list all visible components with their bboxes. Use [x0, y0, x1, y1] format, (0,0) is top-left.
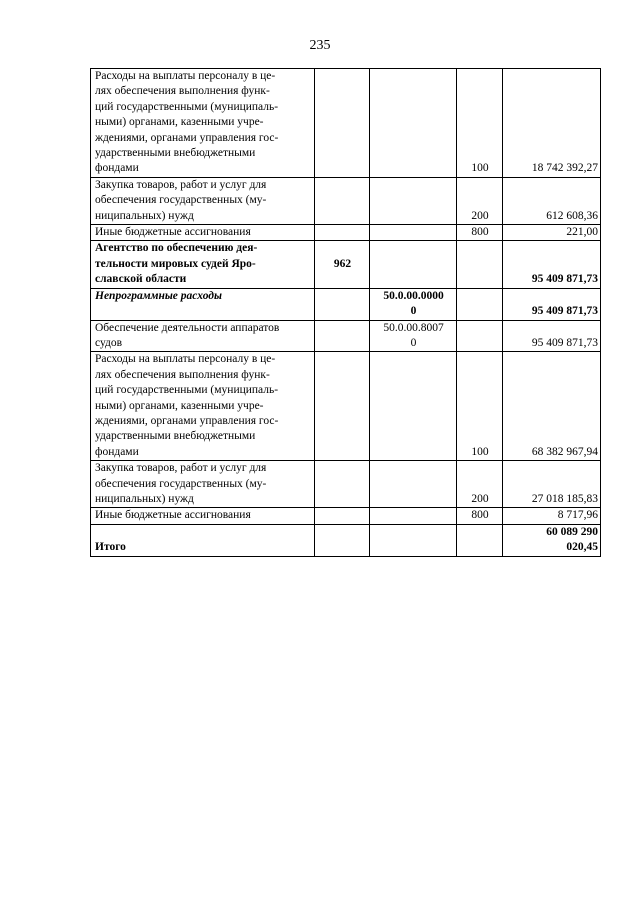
- row-name-cell: [91, 241, 315, 288]
- dept-code-cell: [315, 177, 370, 224]
- amount-cell-line: 612 608,36: [546, 209, 598, 222]
- row-name-cell: [91, 69, 315, 178]
- table-row: [91, 225, 601, 241]
- table-row: [91, 320, 601, 352]
- amount-cell-line: 60 089 290: [546, 525, 598, 538]
- target-article-cell: [370, 241, 457, 288]
- amount-cell: [503, 508, 601, 524]
- row-name-cell-line: Закупка товаров, работ и услуг для: [95, 178, 267, 191]
- dept-code-cell: [315, 225, 370, 241]
- target-article-cell-line: 50.0.00.8007: [383, 321, 444, 334]
- row-name-cell-line: ждениями, органами управления гос-: [95, 414, 279, 427]
- row-name-cell-line: обеспечения государственных (му-: [95, 477, 267, 490]
- row-name-cell: [91, 225, 315, 241]
- amount-cell-line: 8 717,96: [557, 509, 598, 522]
- row-name-cell-line: Непрограммные расходы: [95, 289, 222, 302]
- target-article-cell-line: 0: [410, 305, 417, 318]
- expense-type-cell: [457, 241, 503, 288]
- amount-cell-line: 95 409 871,73: [531, 273, 598, 286]
- expense-type-cell: 200: [457, 461, 503, 508]
- target-article-cell: [370, 524, 457, 556]
- row-name-cell-line: ударственными внебюджетными: [95, 147, 256, 160]
- amount-cell-line: 221,00: [566, 226, 598, 239]
- budget-table-body: [91, 69, 601, 557]
- target-article-cell: [370, 352, 457, 461]
- row-name-cell-line: Закупка товаров, работ и услуг для: [95, 462, 267, 475]
- table-row: [91, 288, 601, 320]
- row-name-cell-line: ниципальных) нужд: [95, 209, 194, 222]
- table-row: [91, 69, 601, 178]
- row-name-cell: [91, 320, 315, 352]
- row-name-cell-line: фондами: [95, 162, 139, 175]
- dept-code-cell: [315, 508, 370, 524]
- target-article-cell: [370, 288, 457, 320]
- table-row: [91, 461, 601, 508]
- amount-cell-line: 020,45: [566, 541, 598, 554]
- row-name-cell-line: Расходы на выплаты персоналу в це-: [95, 353, 276, 366]
- expense-type-cell: 100: [457, 352, 503, 461]
- target-article-cell-line: 0: [410, 336, 417, 349]
- row-name-cell-line: судов: [95, 336, 123, 349]
- dept-code-cell: [315, 352, 370, 461]
- row-name-cell-line: ций государственными (муниципаль-: [95, 100, 279, 113]
- row-name-cell: [91, 524, 315, 556]
- row-name-cell-line: ждениями, органами управления гос-: [95, 131, 279, 144]
- row-name-cell-line: лях обеспечения выполнения функ-: [95, 85, 270, 98]
- amount-cell: [503, 241, 601, 288]
- expense-type-cell: 800: [457, 508, 503, 524]
- row-name-cell-line: Итого: [95, 541, 126, 554]
- target-article-cell: [370, 177, 457, 224]
- dept-code-cell: [315, 288, 370, 320]
- expense-type-cell: [457, 288, 503, 320]
- amount-cell-line: 95 409 871,73: [531, 305, 598, 318]
- row-name-cell-line: Иные бюджетные ассигнования: [95, 509, 251, 522]
- row-name-cell-line: ными) органами, казенными учре-: [95, 116, 264, 129]
- expense-type-cell: 200: [457, 177, 503, 224]
- table-row: [91, 241, 601, 288]
- amount-cell: [503, 69, 601, 178]
- expense-type-cell: [457, 524, 503, 556]
- expense-type-cell: 800: [457, 225, 503, 241]
- row-name-cell: [91, 508, 315, 524]
- dept-code-cell: [315, 524, 370, 556]
- amount-cell: [503, 461, 601, 508]
- amount-cell: [503, 352, 601, 461]
- amount-cell-line: 68 382 967,94: [531, 445, 598, 458]
- amount-cell: [503, 288, 601, 320]
- amount-cell: [503, 225, 601, 241]
- row-name-cell-line: Иные бюджетные ассигнования: [95, 226, 251, 239]
- total-row: [91, 524, 601, 556]
- row-name-cell-line: Обеспечение деятельности аппаратов: [95, 321, 280, 334]
- target-article-cell: [370, 461, 457, 508]
- dept-code-cell: [315, 69, 370, 178]
- row-name-cell-line: Агентство по обеспечению дея-: [95, 242, 258, 255]
- table-row: [91, 508, 601, 524]
- row-name-cell-line: лях обеспечения выполнения функ-: [95, 368, 270, 381]
- row-name-cell-line: ниципальных) нужд: [95, 492, 194, 505]
- dept-code-cell: [315, 461, 370, 508]
- dept-code-cell: [315, 320, 370, 352]
- target-article-cell: [370, 69, 457, 178]
- row-name-cell-line: Расходы на выплаты персоналу в це-: [95, 70, 276, 82]
- target-article-cell: [370, 320, 457, 352]
- amount-cell: [503, 524, 601, 556]
- row-name-cell-line: ударственными внебюджетными: [95, 430, 256, 443]
- amount-cell-line: 95 409 871,73: [531, 336, 598, 349]
- amount-cell-line: 27 018 185,83: [531, 492, 598, 505]
- amount-cell: [503, 177, 601, 224]
- row-name-cell-line: тельности мировых судей Яро-: [95, 257, 256, 270]
- target-article-cell: [370, 225, 457, 241]
- row-name-cell: [91, 352, 315, 461]
- expense-type-cell: [457, 320, 503, 352]
- page-number: 235: [309, 38, 331, 53]
- row-name-cell-line: ными) органами, казенными учре-: [95, 399, 264, 412]
- row-name-cell-line: ций государственными (муниципаль-: [95, 384, 279, 397]
- table-row: [91, 177, 601, 224]
- table-row: [91, 352, 601, 461]
- amount-cell-line: 18 742 392,27: [531, 162, 598, 175]
- dept-code-cell: 962: [315, 241, 370, 288]
- target-article-cell: [370, 508, 457, 524]
- row-name-cell: [91, 461, 315, 508]
- row-name-cell-line: фондами: [95, 445, 139, 458]
- row-name-cell: [91, 177, 315, 224]
- expense-type-cell: 100: [457, 69, 503, 178]
- target-article-cell-line: 50.0.00.0000: [383, 289, 444, 302]
- budget-table: [90, 68, 601, 557]
- row-name-cell-line: славской области: [95, 273, 187, 286]
- amount-cell: [503, 320, 601, 352]
- row-name-cell: [91, 288, 315, 320]
- row-name-cell-line: обеспечения государственных (му-: [95, 194, 267, 207]
